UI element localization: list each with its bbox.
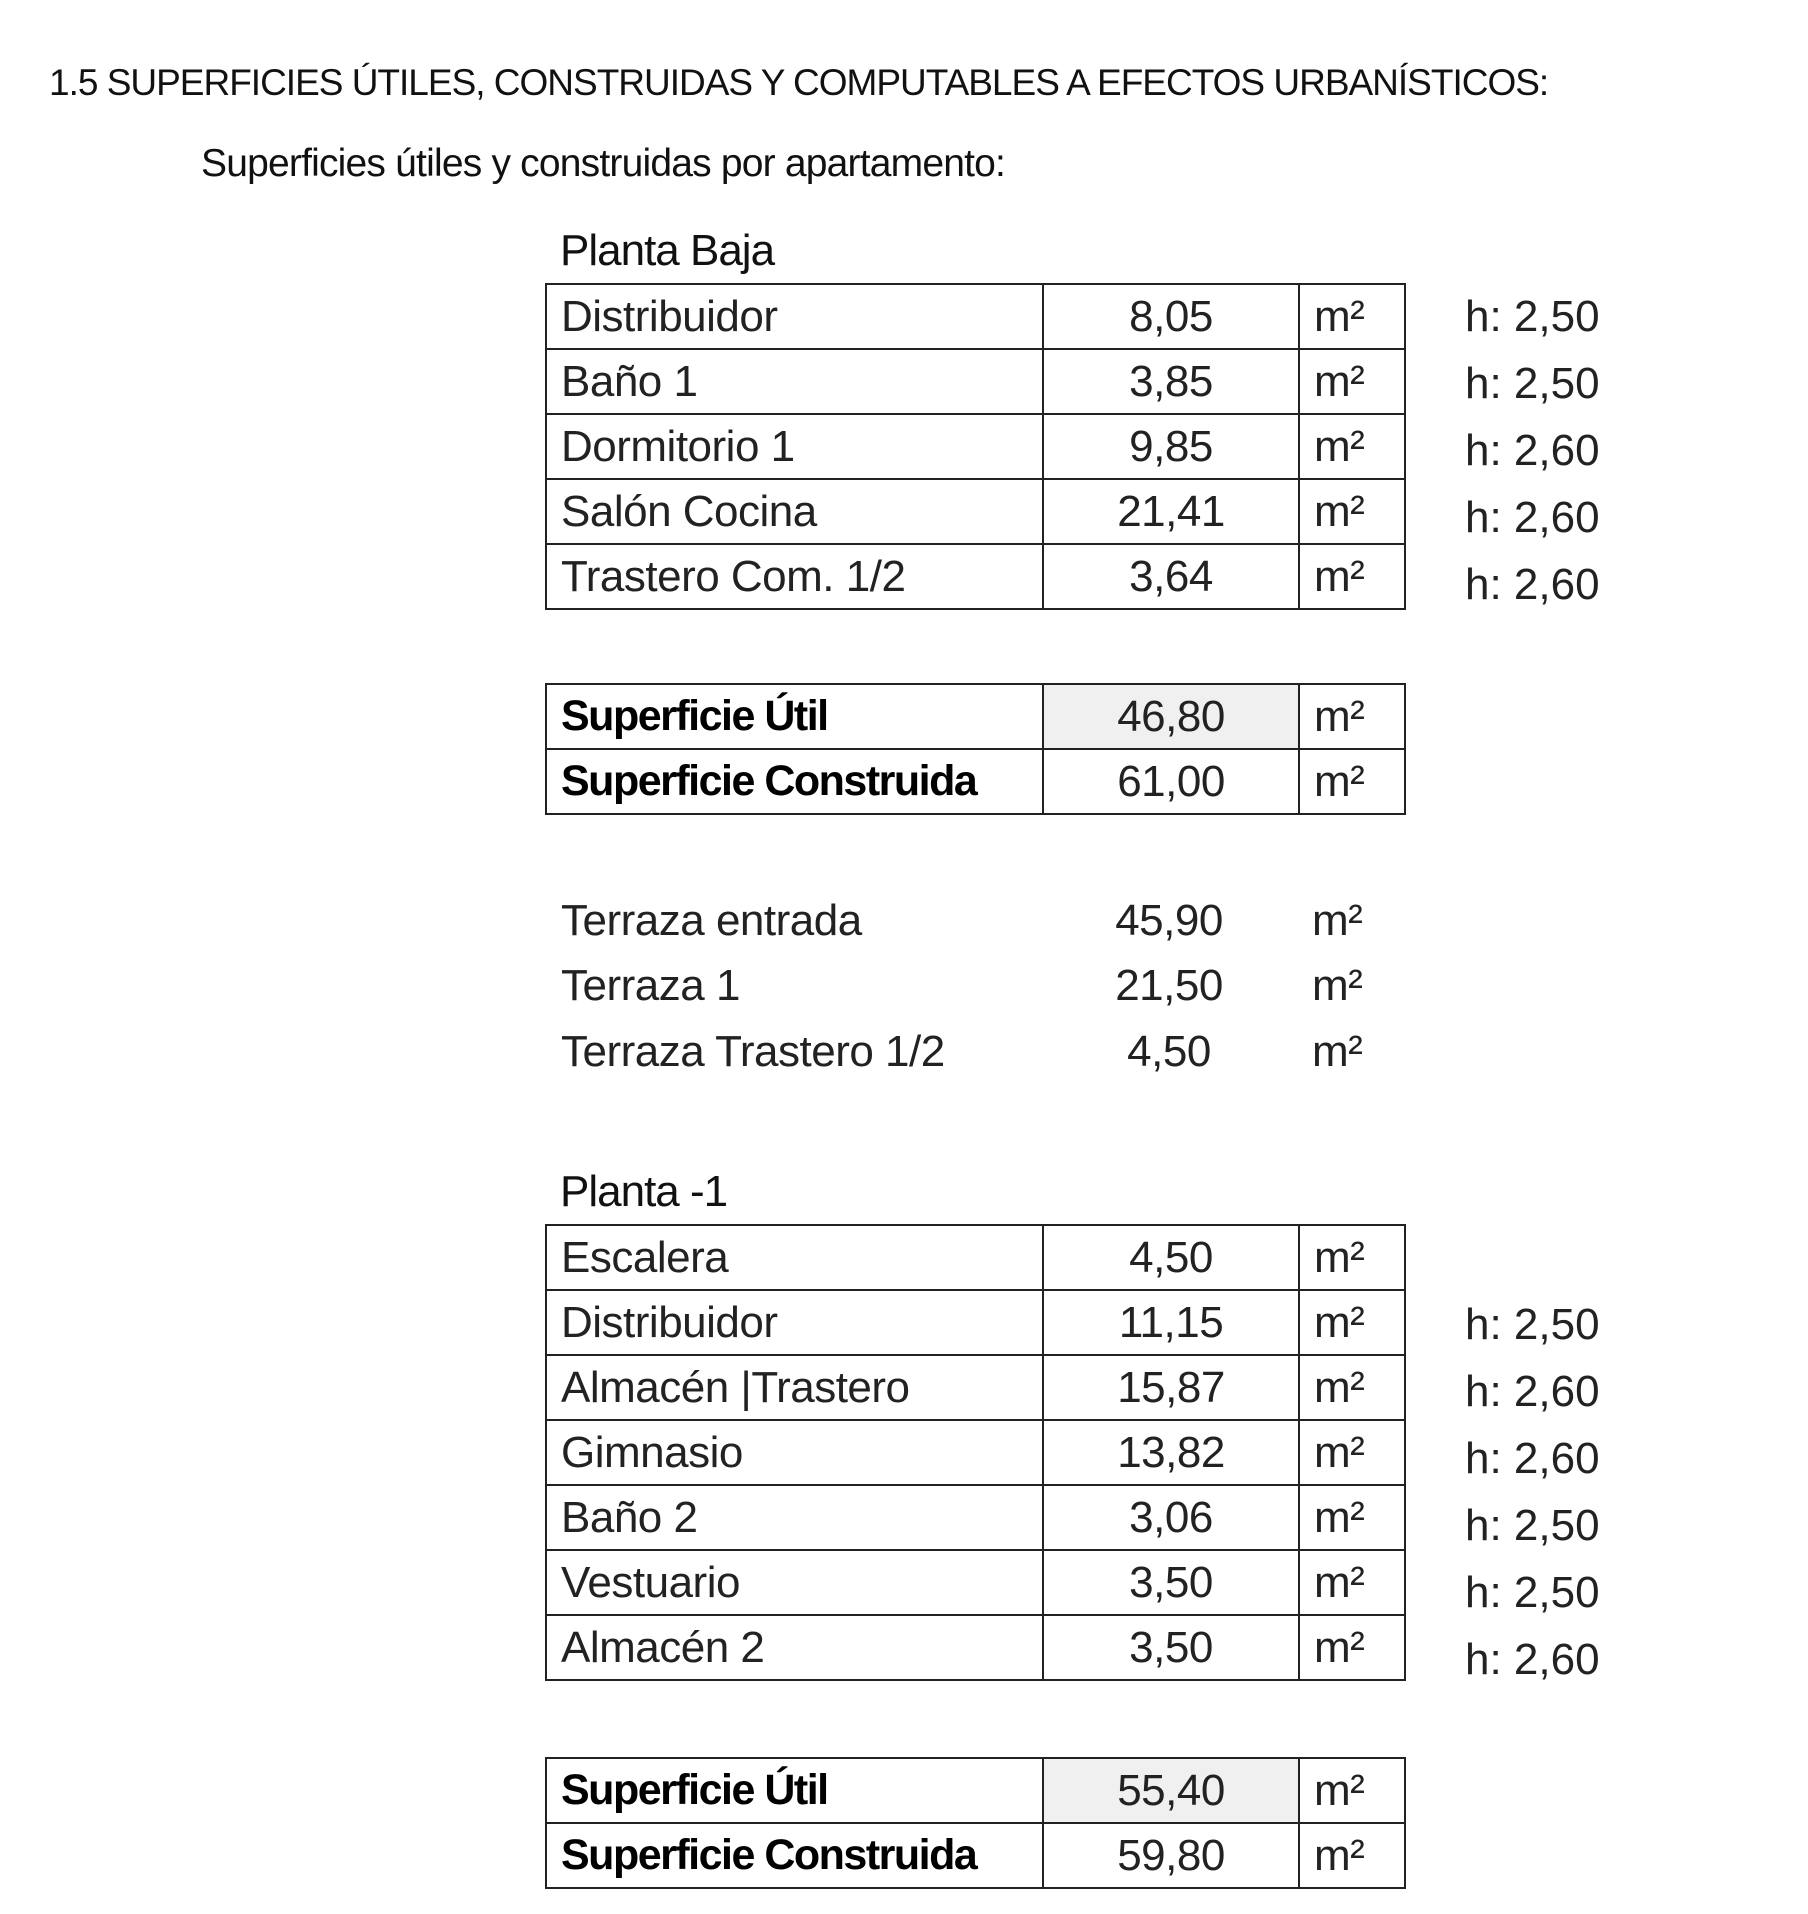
room-area: 59,80: [1043, 1823, 1299, 1888]
room-height: h: 2,50: [1465, 1300, 1600, 1349]
table-row: [546, 349, 1405, 414]
room-area: 55,40: [1043, 1758, 1299, 1823]
table-row: [546, 684, 1405, 749]
planta-baja-summary-table: [545, 683, 1406, 815]
unit-label: m²: [1299, 1290, 1405, 1355]
room-area: 61,00: [1043, 749, 1299, 814]
room-height: h: 2,50: [1465, 292, 1600, 341]
unit-label: m²: [1299, 544, 1405, 609]
room-name: Superficie Construida: [546, 1823, 1043, 1888]
room-name: Baño 1: [546, 349, 1043, 414]
table-row: [546, 284, 1405, 349]
planta-baja-terraces: [545, 888, 1406, 1085]
unit-label: m²: [1312, 961, 1363, 1011]
planta-baja-heading: Planta Baja: [560, 226, 775, 275]
table-row: [546, 1615, 1405, 1680]
room-height: h: 2,50: [1465, 1568, 1600, 1617]
terrace-name: Terraza entrada: [561, 895, 862, 945]
unit-label: m²: [1299, 1485, 1405, 1550]
unit-label: m²: [1299, 414, 1405, 479]
room-name: Trastero Com. 1/2: [546, 544, 1043, 609]
room-name: Salón Cocina: [546, 479, 1043, 544]
table-row: [546, 1355, 1405, 1420]
room-area: 15,87: [1043, 1355, 1299, 1420]
room-name: Superficie Útil: [546, 684, 1043, 749]
room-name: Superficie Construida: [546, 749, 1043, 814]
room-height: h: 2,60: [1465, 426, 1600, 475]
room-area: 3,50: [1043, 1550, 1299, 1615]
room-area: 4,50: [1043, 1225, 1299, 1290]
table-row: [546, 544, 1405, 609]
room-height: h: 2,60: [1465, 493, 1600, 542]
unit-label: m²: [1299, 1615, 1405, 1680]
terrace-area: 45,90: [1115, 895, 1223, 945]
unit-label: m²: [1299, 284, 1405, 349]
room-area: 13,82: [1043, 1420, 1299, 1485]
room-height: h: 2,50: [1465, 359, 1600, 408]
unit-label: m²: [1312, 895, 1363, 945]
room-name: Escalera: [546, 1225, 1043, 1290]
room-area: 21,41: [1043, 479, 1299, 544]
room-height: h: 2,60: [1465, 560, 1600, 609]
table-row: [546, 414, 1405, 479]
room-name: Almacén |Trastero: [546, 1355, 1043, 1420]
planta-menos1-heading: Planta -1: [560, 1167, 728, 1216]
table-row: [546, 1290, 1405, 1355]
unit-label: m²: [1299, 479, 1405, 544]
table-row: [546, 749, 1405, 814]
room-area: 3,85: [1043, 349, 1299, 414]
terrace-row: [545, 1019, 1406, 1085]
room-area: 8,05: [1043, 284, 1299, 349]
terrace-row: [545, 888, 1406, 954]
room-area: 46,80: [1043, 684, 1299, 749]
table-row: [546, 1420, 1405, 1485]
table-row: [546, 1550, 1405, 1615]
terrace-name: Terraza Trastero 1/2: [561, 1026, 945, 1076]
room-name: Superficie Útil: [546, 1758, 1043, 1823]
unit-label: m²: [1299, 1550, 1405, 1615]
unit-label: m²: [1299, 1225, 1405, 1290]
unit-label: m²: [1299, 749, 1405, 814]
room-name: Dormitorio 1: [546, 414, 1043, 479]
section-subtitle: Superficies útiles y construidas por apartamento:: [201, 142, 1006, 185]
unit-label: m²: [1312, 1026, 1363, 1076]
table-row: [546, 1485, 1405, 1550]
planta-menos1-rooms-table: [545, 1224, 1406, 1681]
terrace-area: 21,50: [1115, 961, 1223, 1011]
table-row: [546, 1225, 1405, 1290]
unit-label: m²: [1299, 684, 1405, 749]
room-name: Baño 2: [546, 1485, 1043, 1550]
room-area: 11,15: [1043, 1290, 1299, 1355]
room-height: h: 2,60: [1465, 1635, 1600, 1684]
planta-baja-rooms-table: [545, 283, 1406, 610]
unit-label: m²: [1299, 1823, 1405, 1888]
room-name: Almacén 2: [546, 1615, 1043, 1680]
unit-label: m²: [1299, 1758, 1405, 1823]
room-area: 3,06: [1043, 1485, 1299, 1550]
terrace-name: Terraza 1: [561, 961, 740, 1011]
planta-menos1-summary-table: [545, 1757, 1406, 1889]
table-row: [546, 1758, 1405, 1823]
room-name: Vestuario: [546, 1550, 1043, 1615]
section-title: 1.5 SUPERFICIES ÚTILES, CONSTRUIDAS Y COMPUTABLES A EFECTOS URBANÍSTICOS:: [49, 62, 1549, 103]
room-height: h: 2,50: [1465, 1501, 1600, 1550]
unit-label: m²: [1299, 1420, 1405, 1485]
room-name: Distribuidor: [546, 1290, 1043, 1355]
room-height: h: 2,60: [1465, 1434, 1600, 1483]
terrace-row: [545, 954, 1406, 1020]
table-row: [546, 479, 1405, 544]
terrace-area: 4,50: [1127, 1026, 1211, 1076]
room-area: 3,50: [1043, 1615, 1299, 1680]
room-name: Distribuidor: [546, 284, 1043, 349]
room-height: h: 2,60: [1465, 1367, 1600, 1416]
room-area: 3,64: [1043, 544, 1299, 609]
room-area: 9,85: [1043, 414, 1299, 479]
unit-label: m²: [1299, 349, 1405, 414]
unit-label: m²: [1299, 1355, 1405, 1420]
table-row: [546, 1823, 1405, 1888]
room-name: Gimnasio: [546, 1420, 1043, 1485]
